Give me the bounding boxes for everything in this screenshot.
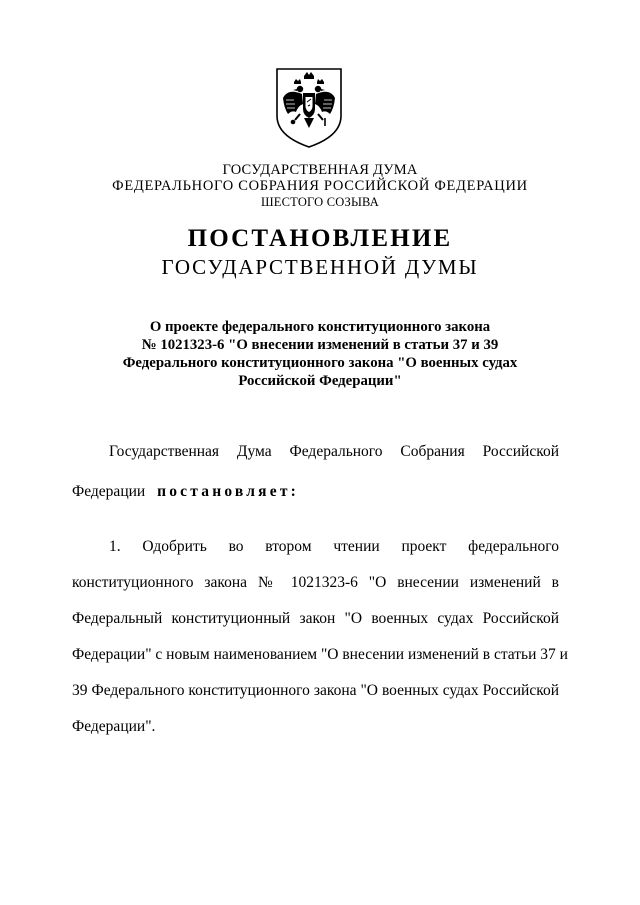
subject-line: О проекте федерального конституционного закона <box>149 319 491 335</box>
document-subject <box>0 318 640 390</box>
paragraph-line: Федерации" с новым наименованием "О внесении изменений в статьи 37 и <box>72 646 568 663</box>
paragraph-line: 39 Федерального конституционного закона "О военных судах Российской <box>72 682 559 699</box>
document-title: ПОСТАНОВЛЕНИЕ <box>187 225 453 252</box>
intro-line: Государственная Дума Федерального Собрания Российской <box>109 443 559 460</box>
subject-line: № 1021323-6 "О внесении изменений в статьи 37 и 39 <box>141 337 499 353</box>
organization-name-continued: ФЕДЕРАЛЬНОГО СОБРАНИЯ РОССИЙСКОЙ ФЕДЕРАЦИИ <box>112 178 528 194</box>
subject-line: Российской Федерации" <box>238 373 402 389</box>
intro-text: Федерации <box>72 483 146 500</box>
organization-name: ГОСУДАРСТВЕННАЯ ДУМА <box>222 162 418 178</box>
paragraph-line: конституционного закона № 1021323-6 "О внесении изменений в <box>72 574 559 591</box>
paragraph-line: Федеральный конституционный закон "О военных судах Российской <box>72 610 559 627</box>
coat-of-arms-emblem <box>274 66 344 150</box>
intro-line <box>72 483 299 501</box>
convocation: ШЕСТОГО СОЗЫВА <box>260 195 380 209</box>
subject-line: Федерального конституционного закона "О военных судах <box>122 355 518 371</box>
paragraph-line: Федерации". <box>72 718 156 735</box>
paragraph-line: 1. Одобрить во втором чтении проект федерального <box>109 538 559 555</box>
document-subtitle: ГОСУДАРСТВЕННОЙ ДУМЫ <box>161 255 479 279</box>
decree-word: постановляет: <box>157 483 299 500</box>
